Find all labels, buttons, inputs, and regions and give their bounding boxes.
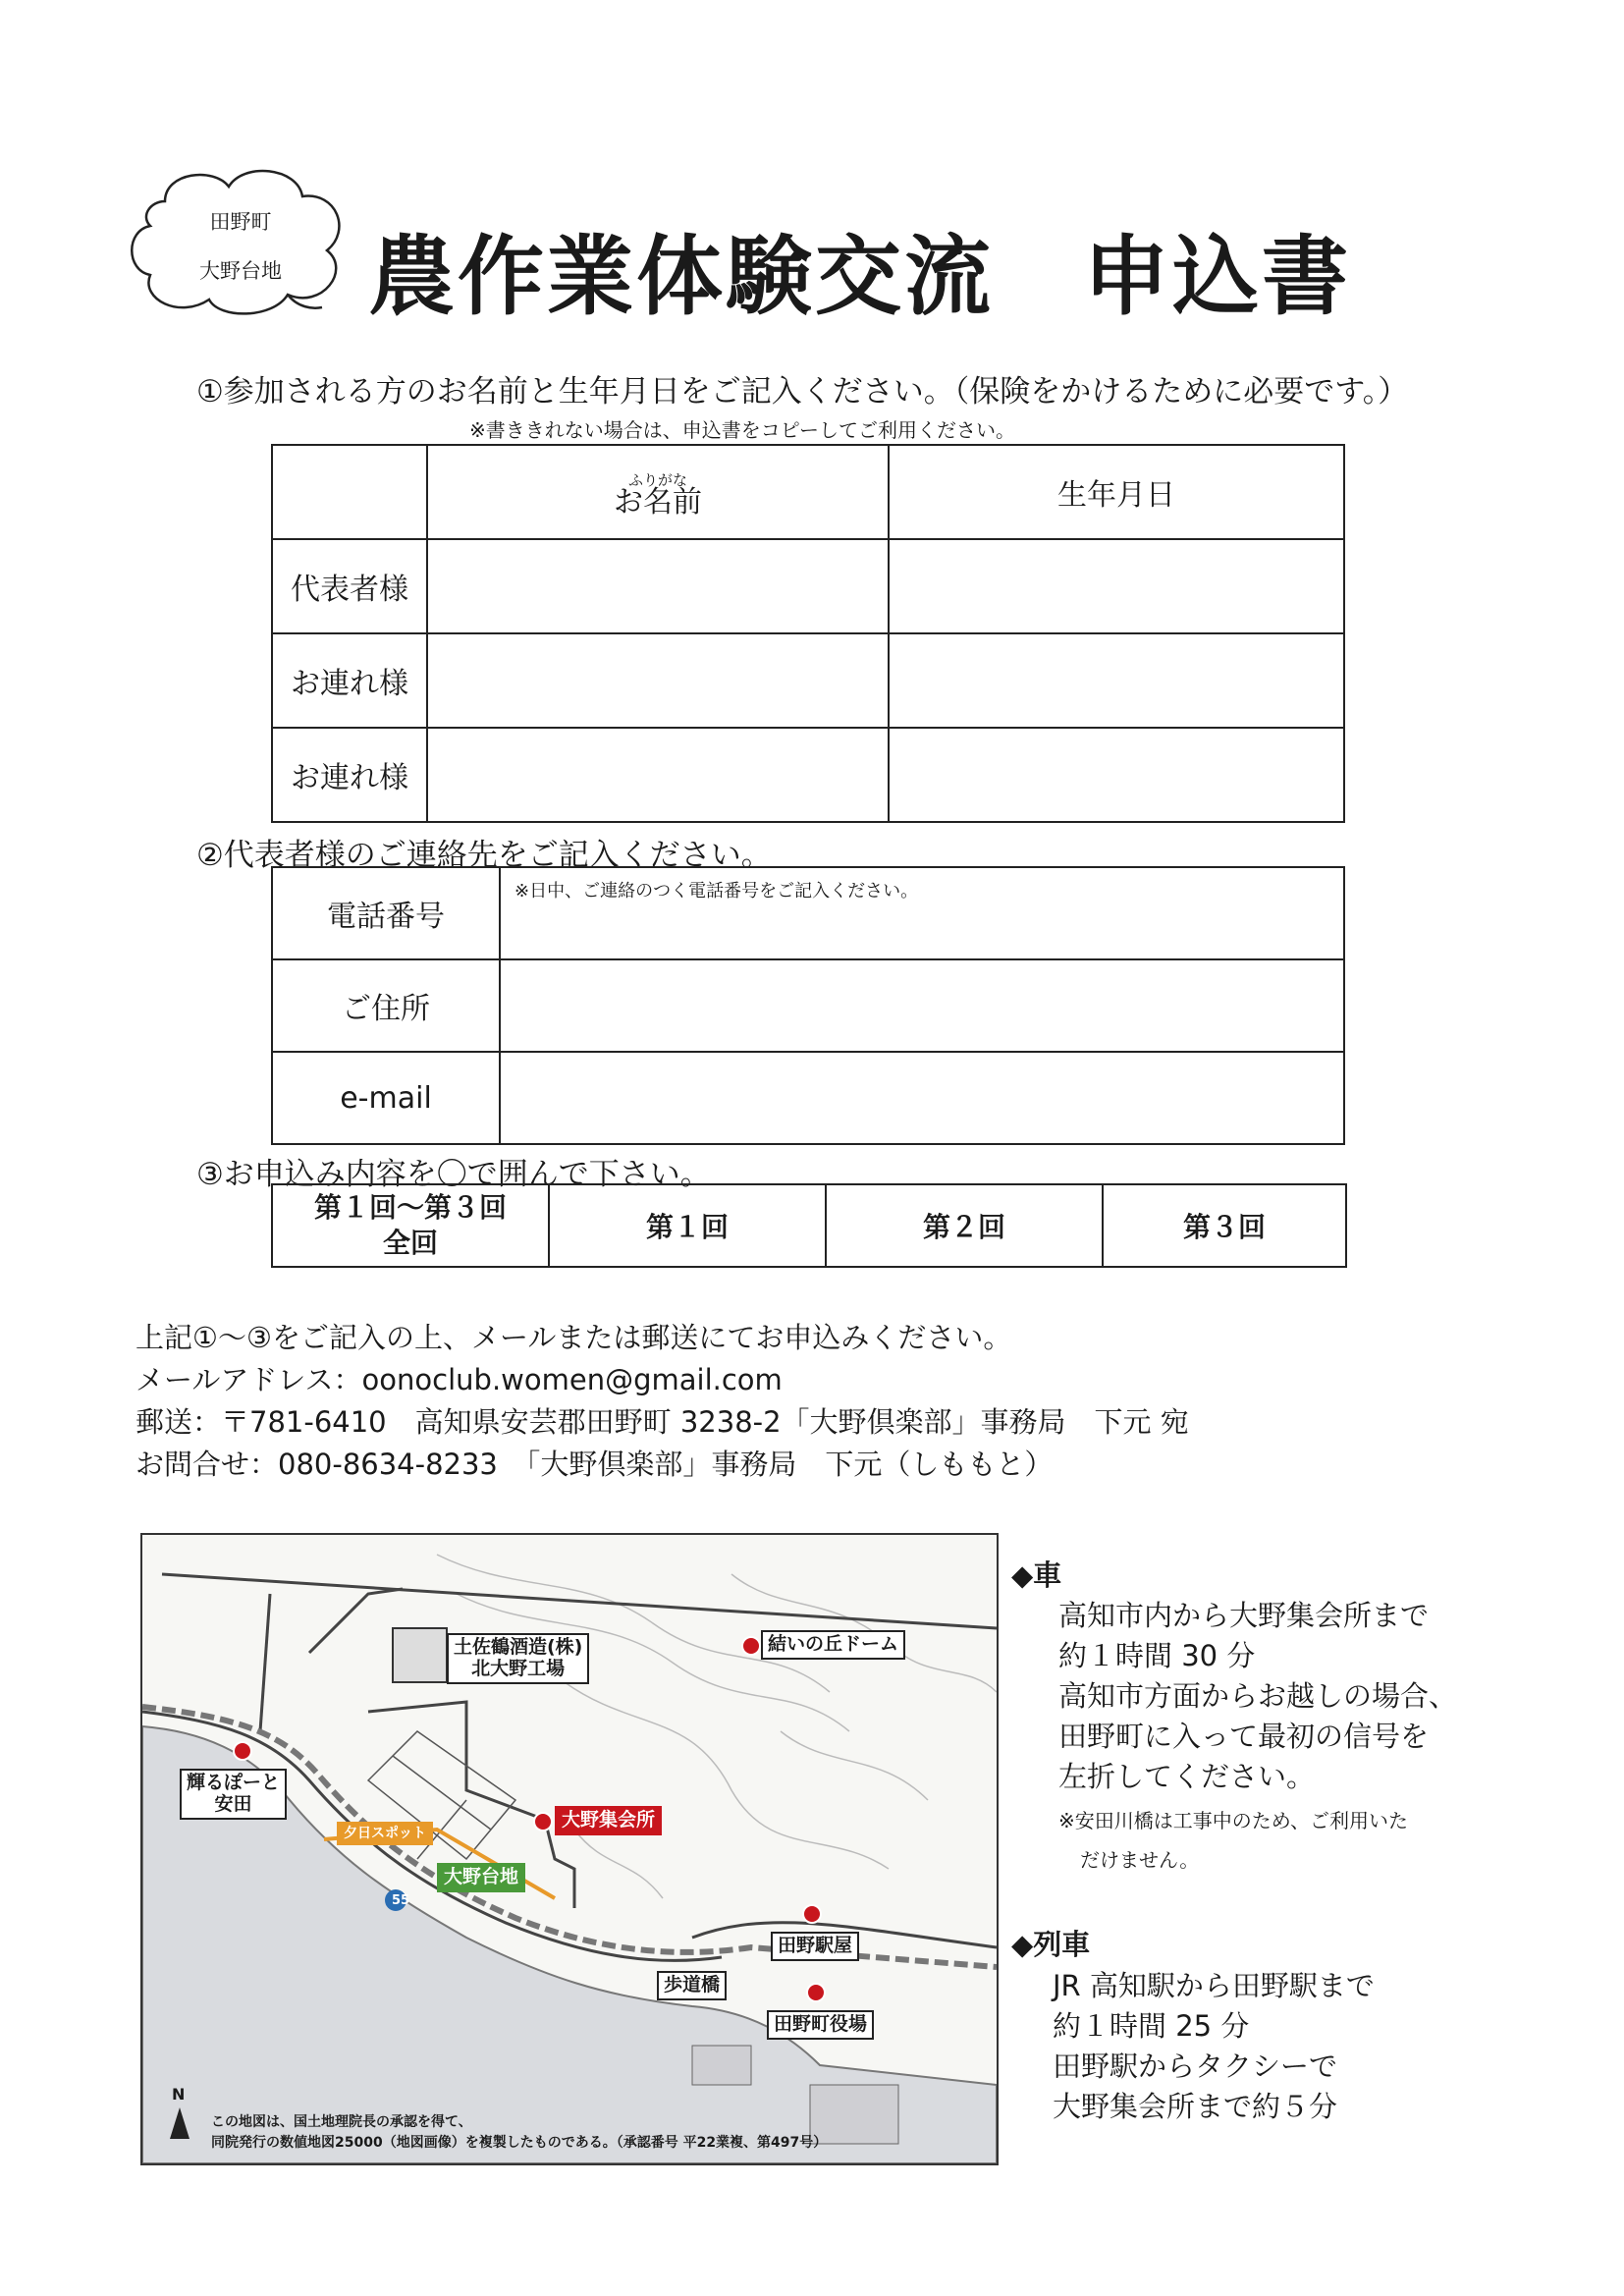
station-pin (802, 1904, 822, 1924)
inquiry-line: お問合せ：080-8634-8233 「大野倶楽部」事務局 下元（しももと） (135, 1448, 1054, 1481)
name-header: お名前 (614, 485, 702, 519)
brewery-label-line2: 北大野工場 (471, 1657, 566, 1679)
brewery-label (447, 1633, 589, 1684)
session-table (271, 1183, 1347, 1268)
header-name-cell (427, 445, 889, 539)
car-line-3: 高知市方面からお越しの場合、 (1058, 1679, 1458, 1713)
option-1[interactable]: 第１回 (549, 1184, 826, 1267)
name-input-cell-3[interactable] (427, 728, 889, 822)
cloud-line-1: 田野町 (209, 210, 272, 234)
kagayaru-label-line2: 安田 (214, 1792, 252, 1815)
name-input-cell-2[interactable] (427, 633, 889, 728)
map-credit-line1: この地図は、国土地理院長の承認を得て、 (211, 2114, 472, 2130)
birth-input-cell-2[interactable] (889, 633, 1344, 728)
option-all-line1: 第１回～第３回 (313, 1190, 507, 1224)
yuhi-spot-label: 夕日スポット (337, 1822, 433, 1845)
option-all-line2: 全回 (382, 1227, 438, 1259)
train-line-1: JR 高知駅から田野駅まで (1053, 1969, 1375, 2002)
map-credit (211, 2112, 827, 2154)
train-heading: ◆列車 (1011, 1928, 1091, 1961)
map-credit-line2: 同院発行の数値地図25000（地図画像）を複製したものである。（承認番号 平22業複、第497号） (211, 2135, 828, 2151)
north-label: N (172, 2085, 186, 2104)
station-label: 田野駅屋 (771, 1932, 859, 1961)
cloud-badge (126, 162, 356, 319)
phone-label: 電話番号 (272, 867, 500, 959)
town-office-pin (806, 1983, 826, 2002)
row-label-companion-2: お連れ様 (272, 728, 427, 822)
kagayaru-pin (233, 1741, 252, 1761)
option-all[interactable] (272, 1184, 549, 1267)
footbridge-label: 歩道橋 (657, 1971, 727, 2000)
header-empty-cell (272, 445, 427, 539)
kagayaru-label-line1: 輝るぽーと (187, 1772, 281, 1793)
car-note-line1: ※安田川橋は工事中のため、ご利用いた (1058, 1809, 1408, 1832)
section2-heading: ②代表者様のご連絡先をご記入ください。 (196, 838, 772, 873)
option-2[interactable]: 第２回 (826, 1184, 1103, 1267)
dome-label: 結いの丘ドーム (761, 1630, 905, 1660)
phone-note: ※日中、ご連絡のつく電話番号をご記入ください。 (514, 881, 919, 902)
name-input-cell-1[interactable] (427, 539, 889, 633)
town-office-label: 田野町役場 (767, 2010, 874, 2040)
participants-table (271, 444, 1345, 823)
car-line-1: 高知市内から大野集会所まで (1058, 1599, 1430, 1632)
postal-line: 郵送：〒781-6410 高知県安芸郡田野町 3238-2「大野倶楽部」事務局 下元 宛 (135, 1405, 1189, 1439)
car-line-5: 左折してください。 (1058, 1760, 1316, 1793)
car-note-line2: だけません。 (1080, 1848, 1200, 1872)
dome-pin (741, 1636, 761, 1656)
option-3[interactable]: 第３回 (1103, 1184, 1346, 1267)
map-drawing (142, 1535, 997, 2163)
section1-note: ※書ききれない場合は、申込書をコピーしてご利用ください。 (469, 418, 1015, 442)
birth-input-cell-1[interactable] (889, 539, 1344, 633)
contact-table (271, 866, 1345, 1145)
train-line-3: 田野駅からタクシーで (1053, 2050, 1338, 2083)
name-ruby: ふりがな (627, 471, 687, 489)
email-line: メールアドレス：oonoclub.women@gmail.com (135, 1363, 783, 1396)
phone-input-cell[interactable] (500, 867, 1344, 959)
hall-pin (533, 1812, 553, 1831)
instruction-line: 上記①～③をご記入の上、メールまたは郵送にてお申込みください。 (135, 1321, 1012, 1354)
row-label-representative: 代表者様 (272, 539, 427, 633)
row-label-companion-1: お連れ様 (272, 633, 427, 728)
page-title: 農作業体験交流 申込書 (368, 226, 1352, 327)
train-line-4: 大野集会所まで約５分 (1053, 2090, 1338, 2123)
brewery-label-line1: 土佐鶴酒造(株) (454, 1636, 583, 1658)
kagayaru-label (180, 1769, 287, 1820)
route-55-label: 55 (392, 1893, 410, 1908)
car-line-2: 約１時間 30 分 (1058, 1639, 1256, 1672)
address-label: ご住所 (272, 959, 500, 1052)
section3-heading: ③お申込み内容を〇で囲んで下さい。 (196, 1157, 711, 1192)
plateau-label: 大野台地 (437, 1863, 525, 1892)
cloud-shape (126, 162, 356, 319)
access-map (140, 1533, 999, 2165)
address-input-cell[interactable] (500, 959, 1344, 1052)
cloud-line-2: 大野台地 (199, 259, 282, 283)
birth-input-cell-3[interactable] (889, 728, 1344, 822)
car-line-4: 田野町に入って最初の信号を (1058, 1720, 1430, 1753)
hall-label: 大野集会所 (555, 1806, 662, 1835)
email-label: e-mail (272, 1052, 500, 1144)
train-line-2: 約１時間 25 分 (1053, 2009, 1250, 2043)
birth-header: 生年月日 (889, 445, 1344, 539)
email-input-cell[interactable] (500, 1052, 1344, 1144)
car-heading: ◆車 (1011, 1558, 1062, 1592)
section1-heading: ①参加される方のお名前と生年月日をご記入ください。（保険をかけるために必要です。） (196, 374, 1409, 410)
